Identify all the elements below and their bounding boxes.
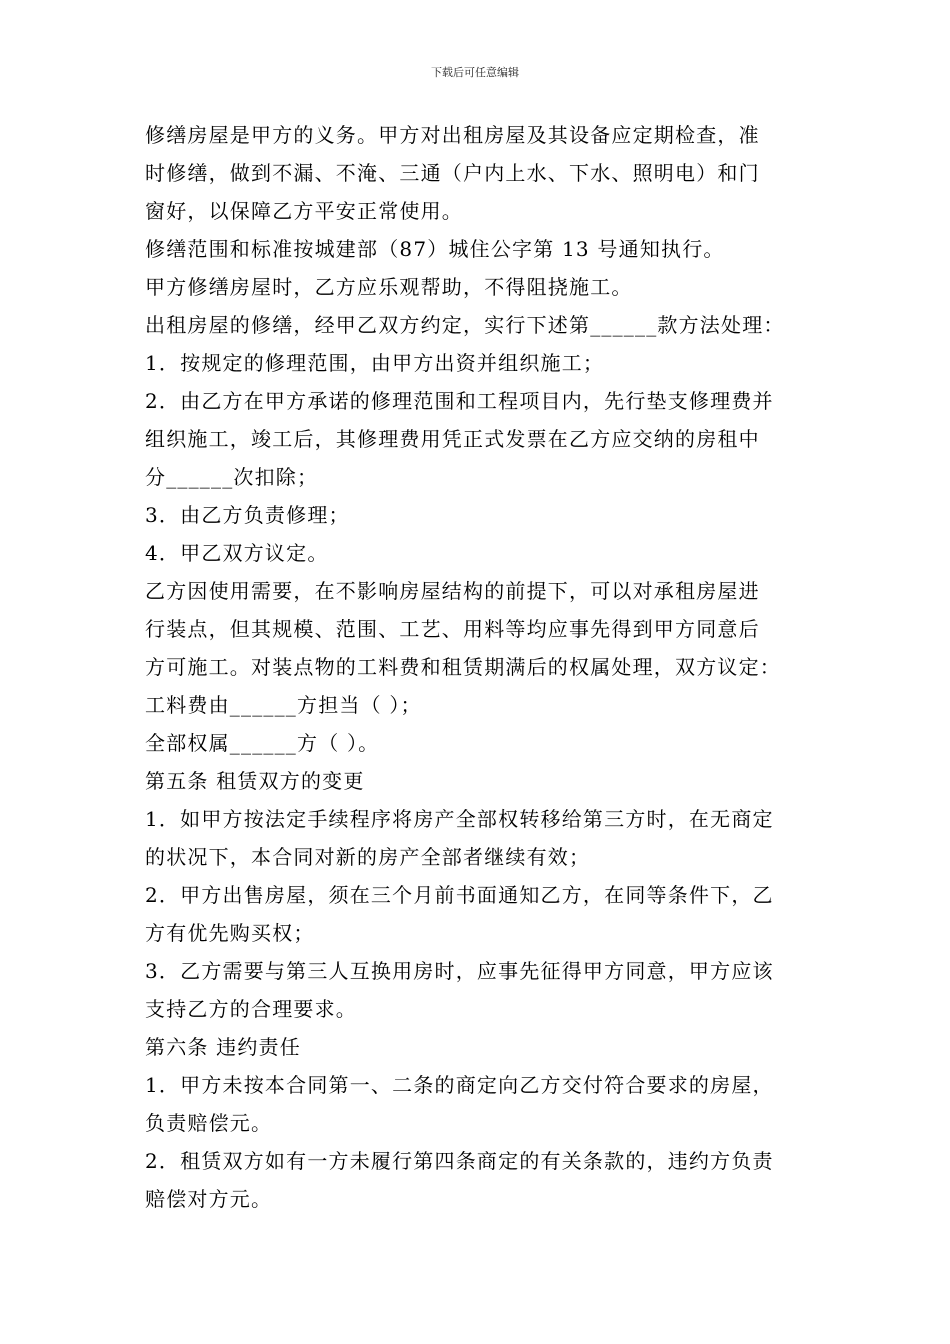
text-line: 分______次扣除；	[145, 465, 319, 489]
text-line: 工料费由______方担当（ ）；	[145, 693, 422, 717]
text-line: 乙方因使用需要，在不影响房屋结构的前提下，可以对承租房屋进	[145, 579, 760, 603]
list-item: 3．乙方需要与第三人互换用房时，应事先征得甲方同意，甲方应该	[145, 959, 774, 983]
text-line: 窗好，以保障乙方平安正常使用。	[145, 199, 463, 223]
text-line: 甲方修缮房屋时，乙方应乐观帮助，不得阻挠施工。	[145, 275, 633, 299]
list-item: 2．甲方出售房屋，须在三个月前书面通知乙方，在同等条件下，乙	[145, 883, 774, 907]
section-heading: 第五条 租赁双方的变更	[145, 769, 365, 793]
list-item: 1．如甲方按法定手续程序将房产全部权转移给第三方时，在无商定	[145, 807, 774, 831]
text-line: 修缮房屋是甲方的义务。甲方对出租房屋及其设备应定期检查，准	[145, 123, 760, 147]
text-line: 方可施工。对装点物的工料费和租赁期满后的权属处理，双方议定：	[145, 655, 781, 679]
text-line: 全部权属______方（ ）。	[145, 731, 380, 755]
list-item: 1．按规定的修理范围，由甲方出资并组织施工；	[145, 351, 605, 375]
list-item: 4．甲乙双方议定。	[145, 541, 329, 565]
text-line: 负责赔偿元。	[145, 1111, 273, 1135]
text-line: 的状况下，本合同对新的房产全部者继续有效；	[145, 845, 591, 869]
list-item: 1．甲方未按本合同第一、二条的商定向乙方交付符合要求的房屋，	[145, 1073, 774, 1097]
text-line: 修缮范围和标准按城建部（87）城住公字第 13 号通知执行。	[145, 237, 725, 261]
list-item: 2．租赁双方如有一方未履行第四条商定的有关条款的，违约方负责	[145, 1149, 774, 1173]
list-item: 3．由乙方负责修理；	[145, 503, 350, 527]
text-line: 时修缮，做到不漏、不淹、三通（户内上水、下水、照明电）和门	[145, 161, 760, 185]
text-line: 行装点，但其规模、范围、工艺、用料等均应事先得到甲方同意后	[145, 617, 760, 641]
section-heading: 第六条 违约责任	[145, 1035, 301, 1059]
text-line: 方有优先购买权；	[145, 921, 315, 945]
page-header: 下载后可任意编辑	[431, 66, 519, 79]
text-line: 出租房屋的修缮，经甲乙双方约定，实行下述第______款方法处理：	[145, 313, 785, 337]
text-line: 赔偿对方元。	[145, 1187, 273, 1211]
document-body	[145, 116, 825, 1218]
text-line: 支持乙方的合理要求。	[145, 997, 357, 1021]
text-line: 组织施工，竣工后，其修理费用凭正式发票在乙方应交纳的房租中	[145, 427, 760, 451]
list-item: 2．由乙方在甲方承诺的修理范围和工程项目内，先行垫支修理费并	[145, 389, 774, 413]
